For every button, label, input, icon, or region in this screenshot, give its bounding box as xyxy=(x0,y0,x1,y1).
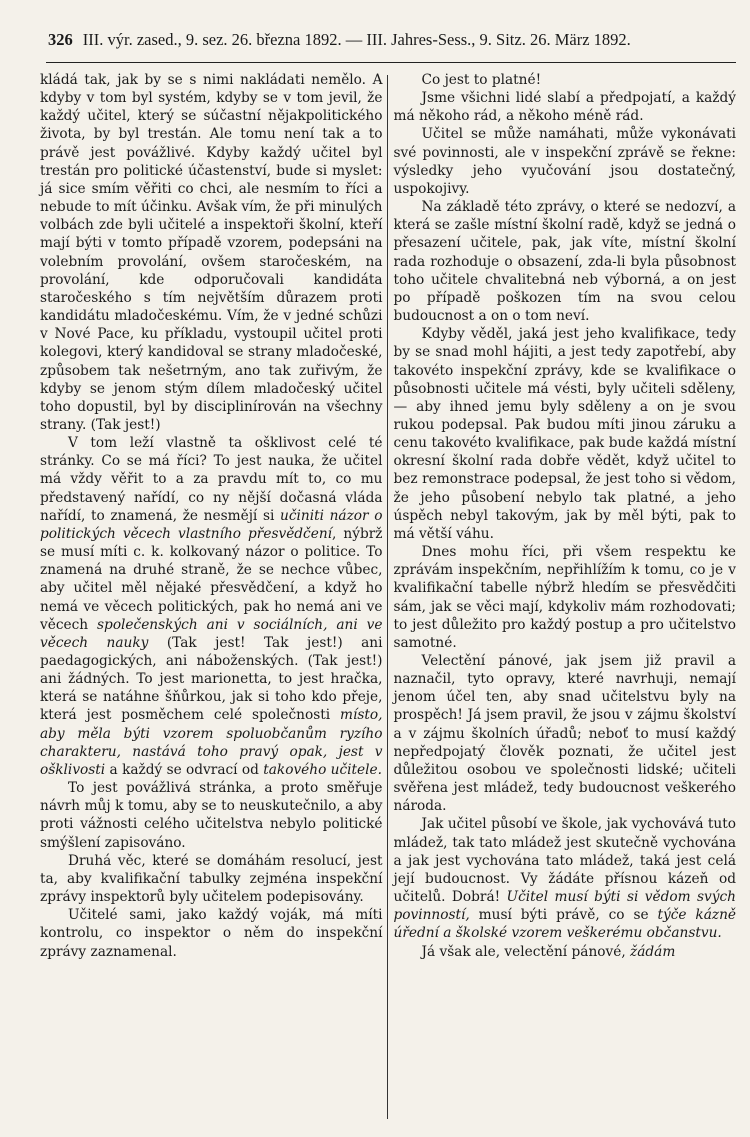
text: Jak učitel působí ve škole, jak vychovává tuto mládež, tak tato mládež jest skutečně vychována a jak jest vychována tato mládež, taká jest celá její budoucnost. Vy žádáte přísnou kázeň od učitelů. Dobrá! xyxy=(393,816,736,906)
two-column-body xyxy=(40,71,736,1131)
paragraph xyxy=(394,125,737,198)
paragraph xyxy=(394,89,737,125)
text: a každý se odvrací od xyxy=(105,761,264,778)
italic-text: Učitel musí býti si vědom svých povinností, xyxy=(393,889,736,924)
left-column xyxy=(40,71,387,1131)
text: V tom leží vlastně ta ošklivost celé té stránky. Co se má říci? To jest nauka, že učitel má vždy věřit to a za pravdu mít to, co mu představený nařídí, co ny nější dočasná vláda nařídí, to znamená, že nesmějí si xyxy=(40,435,383,524)
italic-text: společenských ani v sociálních, ani ve věcech nauky xyxy=(40,616,383,651)
page-number: 326 xyxy=(48,30,73,49)
paragraph xyxy=(394,198,737,325)
italic-text: místo, aby měla býti vzorem spoluobčanům ryzího charakteru, nastává toho pravý opak, jest v ošklivosti xyxy=(40,707,383,778)
paragraph xyxy=(40,852,383,906)
italic-text: týče kázně úřední a školské vzorem veškerému občanstvu. xyxy=(393,907,736,942)
text: Já však ale, velectění pánové, xyxy=(421,943,631,960)
paragraph xyxy=(394,652,737,815)
right-column xyxy=(388,71,737,1131)
italic-text: žádám xyxy=(630,943,676,960)
text: Jsme všichni lidé slabí a předpojatí, a každý má někoho rád, a někoho méně rád. xyxy=(393,90,736,125)
running-header xyxy=(40,30,736,56)
paragraph xyxy=(40,779,383,852)
text: (Tak jest! Tak jest!) ani paedagogických, ani náboženských. (Tak jest!) ani žádných. To jest marionetta, to jest hračka, která se natáhne šňůrkou, jak si toho kdo přeje, která jest posměchem celé společnosti xyxy=(40,634,383,724)
text: Co jest to platné! xyxy=(421,72,542,88)
text: musí býti právě, co se xyxy=(469,907,658,924)
paragraph xyxy=(40,71,383,434)
paragraph xyxy=(394,71,737,89)
italic-text: takového učitele. xyxy=(263,761,382,778)
text: Učitel se může namáhati, může vykonávati své povinnosti, ale v inspekční zprávě se řekne: výsledky jeho vyučování jsou dostatečný, uspokojivy. xyxy=(393,126,736,197)
running-title: III. výr. zased., 9. sez. 26. března 1892. — III. Jahres-Sess., 9. Sitz. 26. März 1892. xyxy=(82,30,631,49)
paragraph xyxy=(394,815,737,942)
paragraph xyxy=(40,434,383,779)
text: To jest povážlivá stránka, a proto směřuje návrh můj k tomu, aby se to neuskutečnilo, a aby proti vážnosti celého učitelstva nebylo politické smýšlení zapisováno. xyxy=(40,780,383,851)
text: Kdyby věděl, jaká jest jeho kvalifikace, tedy by se snad mohl hájiti, a jest tedy zapotřebí, aby takovéto inspekční zprávy, kde se kvalifikace o působnosti učitele má vésti, byly učiteli sděleny, — aby ihned jemu byly sděleny a on je svou rukou podepsal. Pak budou míti jinou záruku a cenu takovéto kvalifikace, pak bude každá místní okresní školní rada dobře vědět, když učitel to bez remonstrace podepsal, že jest toho si vědom, že jeho působení nebylo tak platné, a jeho úspěch nebyl takovým, jak by měl býti, pak to má větší váhu. xyxy=(393,326,736,542)
text: kládá tak, jak by se s nimi nakládati nemělo. A kdyby v tom byl systém, kdyby se v tom jevil, že každý učitel, který se súčastní nějakpolitického života, by byl trestán. Ale tomu není tak a to právě jest povážlivé. Kdyby každý učitel byl trestán pro politické účastenství, bude si myslet: já sice smím věřiti co chci, ale nesmím to říci a nebude to mít účinku. Avšak vím, že při minulých volbách zde byli učitelé a inspektoři školní, kteří mají býti v tomto případě vzorem, podepsáni na volebním provolání, ovšem staročeském, na provolání, kde odporučovali kandidáta staročeského s tím největším důrazem proti kandidátu mladočeskému. Vím, že v jedné schůzi v Nové Pace, ku příkladu, vystoupil učitel proti kolegovi, který kandidoval se strany mladočeské, způsobem tak nešetrným, ano tak zuřivým, že kdyby se jenom stým dílem mladočeský učitel toho dopustil, byl by disciplinírován na všechny strany. (Tak jest!) xyxy=(40,72,383,433)
paragraph xyxy=(394,543,737,652)
header-rule xyxy=(46,62,736,63)
text: Na základě této zprávy, o které se nedozví, a která se zašle místní školní radě, když se jedná o přesazení učitele, pak, jak víte, místní školní rada rozhoduje o obsazení, zda-li byla působnost toho učitele chvalitebná neb výborná, a on jest po případě poškozen tím na svou celou budoucnost a on o tom neví. xyxy=(393,199,736,325)
text: , nýbrž se musí míti c. k. kolkovaný názor o politice. To znamená na druhé straně, že se nechce vůbec, aby učitel měl nějaké přesvědčení, a když ho nemá ve věcech politických, pak ho nemá ani ve věcech xyxy=(40,525,383,633)
text: Dnes mohu říci, při všem respektu ke zprávám inspekčním, nepřihlížím k tomu, co je v kvalifikační tabelle nýbrž hledím se přesvědčiti sám, jak se věci mají, kdykoliv mám rozhodovati; to jest důležito pro každý postup a pro učitelstvo samotné. xyxy=(393,544,736,651)
text: Učitelé sami, jako každý voják, má míti kontrolu, co inspektor o něm do inspekční zprávy zaznamenal. xyxy=(40,907,383,960)
paragraph xyxy=(394,325,737,543)
text: Druhá věc, které se domáhám resolucí, jest ta, aby kvalifikační tabulky zejména inspekční zprávy inspektorů byly učitelem podepisovány. xyxy=(40,852,383,906)
italic-text: učiniti názor o politických věcech vlastního přesvědčení xyxy=(40,507,383,542)
paragraph xyxy=(40,906,383,960)
text: Velectění pánové, jak jsem již pravil a naznačil, tyto opravy, které navrhuji, nemají jenom účel ten, aby snad učitelstvu byly na prospěch! Já jsem pravil, že jsou v zájmu školství a v zájmu školních úřadů; neboť to musí každý nepředpojatý člověk poznati, že učitel jest důležitou osobou ve společnosti lidské; učiteli svěřena jest mládež, tedy budoucnost veškerého národa. xyxy=(393,653,736,815)
paragraph xyxy=(394,943,737,961)
